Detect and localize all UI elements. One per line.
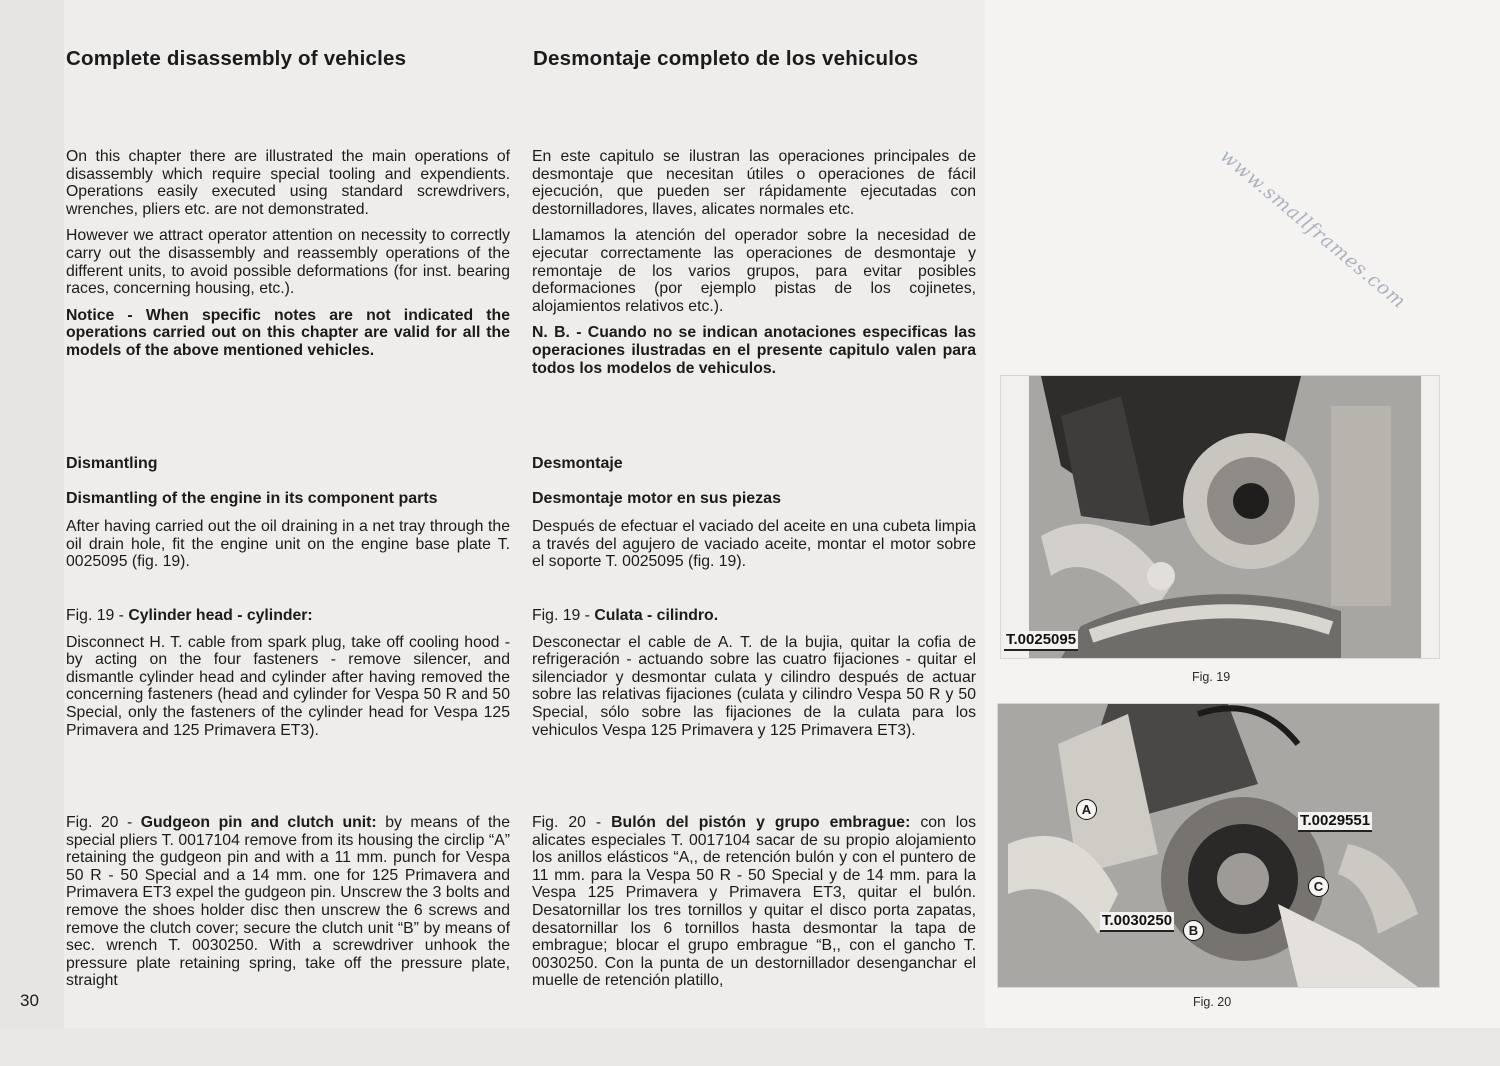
spanish-fig20-block xyxy=(532,814,976,999)
spanish-section-heading: Desmontaje xyxy=(532,455,623,472)
english-fig20-text xyxy=(66,814,510,990)
english-section-heading: Dismantling xyxy=(66,455,158,472)
english-intro-paragraph-1: On this chapter there are illustrated the main operations of disassembly which require special tooling and expendients. Operations easily executed using standard screwdrivers, wrenches, pliers etc. are not demonstrated. xyxy=(66,148,510,218)
english-title: Complete disassembly of vehicles xyxy=(66,47,407,70)
fig20-marker-c: C xyxy=(1308,876,1329,897)
english-intro-paragraph-2: However we attract operator attention on necessity to correctly carry out the disassembly and reassembly operations of the different units, to avoid possible deformations (for inst. bearing races, concerning housing, etc.). xyxy=(66,227,510,298)
spanish-fig20-title: Bulón del pistón y grupo embrague: xyxy=(611,814,911,831)
english-fig19-heading xyxy=(66,607,510,625)
spanish-fig19-heading xyxy=(532,607,976,625)
english-notice: Notice - When specific notes are not indicated the operations carried out on this chapter are valid for all the models of the above mentioned vehicles. xyxy=(66,306,510,359)
spanish-fig19-title: Culata - cilindro. xyxy=(594,607,719,624)
spanish-fig19-prefix: Fig. 19 - xyxy=(532,607,595,624)
spanish-intro-paragraph-1: En este capitulo se ilustran las operaciones principales de desmontaje que necesitan útiles o operaciones de fácil ejecución, que pueden ser rápidamente ejecutadas con destornilladores, llaves, alicates normales etc. xyxy=(532,148,976,218)
fig19-engine-photo xyxy=(1000,375,1440,659)
fig20-marker-a: A xyxy=(1076,799,1097,820)
spanish-subsection-heading: Desmontaje motor en sus piezas xyxy=(532,490,781,507)
english-fig19-prefix: Fig. 19 - xyxy=(66,607,129,624)
english-intro xyxy=(66,148,510,369)
english-engine-paragraph xyxy=(66,518,510,580)
fig19-caption: Fig. 19 xyxy=(1192,670,1231,684)
spanish-fig19-block xyxy=(532,607,976,748)
english-fig19-title: Cylinder head - cylinder: xyxy=(128,607,313,624)
spanish-fig19-text: Desconectar el cable de A. T. de la bujia, quitar la cofia de refrigeración - actuando sobre las cuatro fijaciones - quitar el silenciador y desmontar culata y cilindro después de actuar sobre las relativas fijaciones (culata y cilindro Vespa 50 R y 50 Special, sólo sobre las fijaciones de la culata para los vehiculos Vespa 125 Primavera y 125 Primavera ET3). xyxy=(532,633,976,739)
fig20-caption: Fig. 20 xyxy=(1193,995,1232,1009)
english-fig20-prefix: Fig. 20 - xyxy=(66,814,141,831)
spanish-intro xyxy=(532,148,976,386)
page-left-margin xyxy=(0,0,64,1066)
english-fig20-block xyxy=(66,814,510,999)
spanish-engine-paragraph xyxy=(532,518,976,580)
fig20-marker-b: B xyxy=(1183,920,1204,941)
english-fig20-title: Gudgeon pin and clutch unit: xyxy=(140,814,377,831)
english-fig20-body: by means of the special pliers T. 0017104 remove from its housing the circlip “A” retaining the gudgeon pin and with a 11 mm. punch for Vespa 50 R - 50 Special and a 14 mm. one for 125 Primavera and Primavera ET3 expel the gudgeon pin. Unscrew the 3 bolts and remove the shoes holder disc then unscrew the 6 screws and remove the clutch cover; secure the clutch unit “B” by means of sec. wrench T. 0030250. With a screwdriver unhook the pressure plate retaining spring, take off the pressure plate, straight xyxy=(66,814,510,990)
spanish-fig20-text xyxy=(532,814,976,990)
spanish-fig20-prefix: Fig. 20 - xyxy=(532,814,612,831)
english-fig19-block xyxy=(66,607,510,748)
page-number: 30 xyxy=(20,991,39,1010)
fig20-tool-label-bottom: T.0030250 xyxy=(1100,912,1174,932)
spanish-title: Desmontaje completo de los vehiculos xyxy=(533,47,919,70)
page-bottom-strip xyxy=(0,1028,1500,1066)
watermark: www.smallframes.com xyxy=(1215,145,1411,314)
english-subsection-heading: Dismantling of the engine in its component parts xyxy=(66,490,438,507)
fig19-tool-label: T.0025095 xyxy=(1004,631,1078,651)
fig20-clutch-photo xyxy=(997,703,1440,988)
english-fig19-text: Disconnect H. T. cable from spark plug, take off cooling hood - by acting on the four fasteners - remove silencer, and dismantle cylinder head and cylinder after having removed the concerning fasteners (head and cylinder for Vespa 50 R and 50 Special, only the fasteners of the cylinder head for Vespa 125 Primavera and 125 Primavera ET3). xyxy=(66,633,510,739)
spanish-fig20-body: con los alicates especiales T. 0017104 sacar de su propio alojamiento los anillos elásticos “A,, de retención bulón y con el puntero de 11 mm. para la Vespa 50 R - 50 Special y de 14 mm. para la Vespa 125 Primavera y Primavera ET3, quitar el bulón. Desatornillar los tres tornillos y quitar el disco porta zapatas, desatornillar los 6 tornillos hasta desmontar la tapa de embrague; blocar el grupo embrague “B,, con el gancho T. 0030250. Con la punta de un destornillador desenganchar el muelle de retención platillo, xyxy=(532,814,976,990)
fig20-tool-label-top: T.0029551 xyxy=(1298,812,1372,832)
spanish-engine-text: Después de efectuar el vaciado del aceite en una cubeta limpia a través del agujero de vaciado aceite, montar el motor sobre el soporte T. 0025095 (fig. 19). xyxy=(532,518,976,571)
english-engine-text: After having carried out the oil draining in a net tray through the oil drain hole, fit the engine unit on the engine base plate T. 0025095 (fig. 19). xyxy=(66,518,510,571)
spanish-intro-paragraph-2: Llamamos la atención del operador sobre la necesidad de ejecutar correctamente las operaciones de desmontaje y remontaje de los varios grupos, para evitar posibles deformaciones (por ejemplo pistas de los cojinetes, alojamientos relativos etc.). xyxy=(532,227,976,315)
spanish-notice: N. B. - Cuando no se indican anotaciones especificas las operaciones ilustradas en el presente capitulo valen para todos los modelos de vehiculos. xyxy=(532,324,976,377)
